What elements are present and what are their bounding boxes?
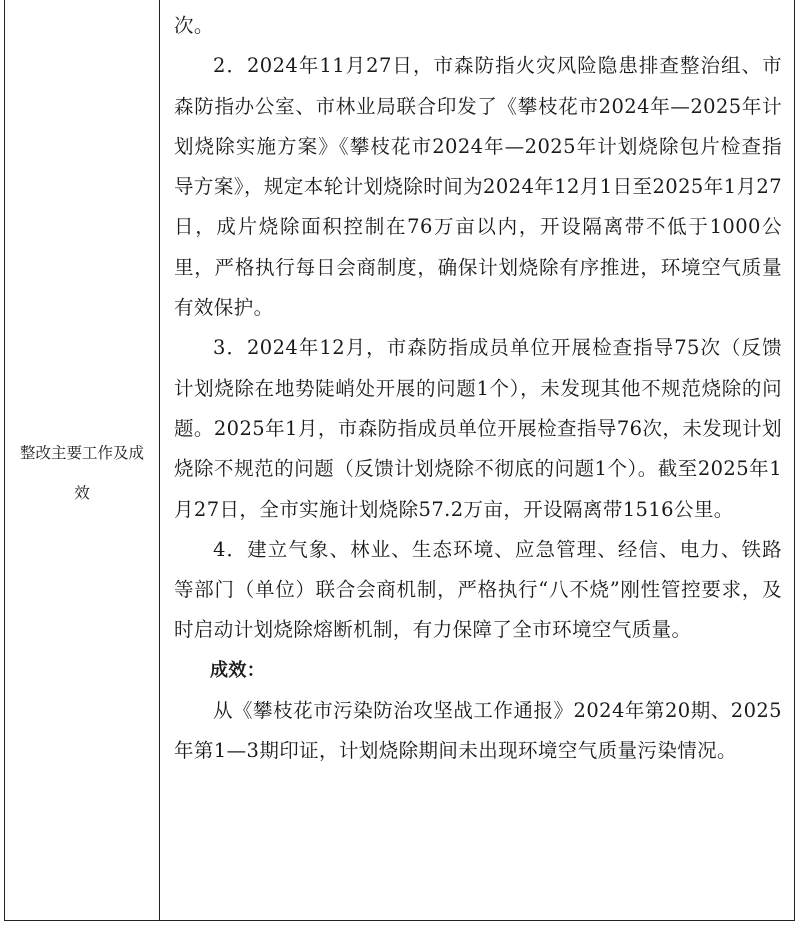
row-label-cell (5, 0, 160, 920)
paragraph-item-3: 3．2024年12月，市森防指成员单位开展检查指导75次（反馈计划烧除在地势陡峭处开展的问题1个），未发现其他不规范烧除的问题。2025年1月，市森防指成员单位开展检查指导76次，未发现计划烧除不规范的问题（反馈计划烧除不彻底的问题1个）。截至2025年1月27日，全市实施计划烧除57.2万亩，开设隔离带1516公里。 (174, 336, 782, 521)
paragraph-item-4: 4．建立气象、林业、生态环境、应急管理、经信、电力、铁路等部门（单位）联合会商机制，严格执行“八不烧”刚性管控要求，及时启动计划烧除熔断机制，有力保障了全市环境空气质量。 (174, 537, 782, 642)
row-label: 整改主要工作及成效 (19, 443, 144, 502)
document-table (4, 0, 795, 921)
paragraph-continuation: 次。 (174, 14, 214, 37)
content-cell (160, 0, 794, 920)
results-heading: 成效： (210, 659, 266, 681)
paragraph-item-2: 2．2024年11月27日，市森防指火灾风险隐患排查整治组、市森防指办公室、市林业局联合印发了《攀枝花市2024年—2025年计划烧除实施方案》《攀枝花市2024年—2025年计划烧除包片检查指导方案》，规定本轮计划烧除时间为2024年12月1日至2025年1月27日，成片烧除面积控制在76万亩以内，开设隔离带不低于1000公里，严格执行每日会商制度，确保计划烧除有序推进，环境空气质量有效保护。 (174, 54, 782, 320)
results-paragraph: 从《攀枝花市污染防治攻坚战工作通报》2024年第20期、2025年第1—3期印证，计划烧除期间未出现环境空气质量污染情况。 (174, 699, 782, 763)
